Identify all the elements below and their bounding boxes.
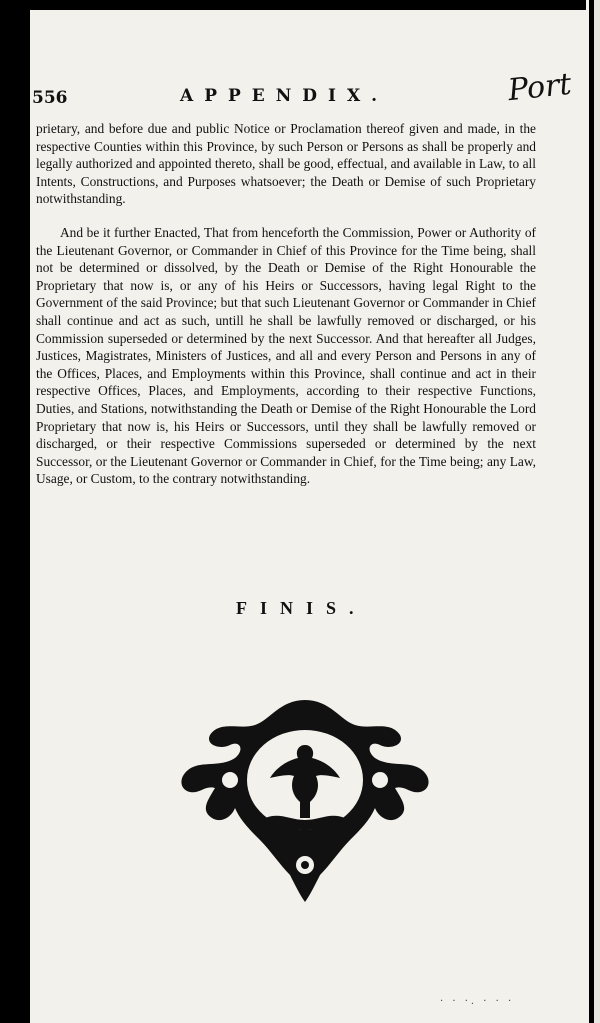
scan-specks: · · ·. · · ·: [440, 996, 515, 1007]
running-head: APPENDIX.: [180, 86, 389, 106]
page-header: [30, 66, 574, 112]
paragraph-enactment: And be it further Enacted, That from henceforth the Commission, Power or Authority of the Lieutenant Governor, or Commander in Chief of this Province for the Time being, shall not be determined or dissolved, by the Death or Demise of the Right Honourable the Proprietary that now is, or any of his Heirs or Successors, having legal Right to the Government of the said Province; but that such Lieutenant Governor or Commander in Chief shall continue and act as such, untill he shall be lawfully removed or discharged, or his Commission superseded or determined by the next Successor. And that hereafter all Judges, Justices, Magistrates, Ministers of Justices, and all and every Person and Persons in any of the Offices, Places, and Employments within this Province, shall continue and act in their respective Offices, Places, and Employments, according to their respective Functions, Duties, and Stations, notwithstanding the Death or Demise of the Right Honourable the Lord Proprietary that now is, his Heirs or Successors, until they shall be lawfully removed or discharged, or their respective Commissions superseded or determined by the next Successor, or the Lieutenant Governor or Commander in Chief, for the Time being; any Law, Usage, or Custom, to the contrary notwithstanding.: [36, 224, 536, 487]
page-number: 556: [32, 88, 68, 108]
body-text: [36, 120, 536, 504]
eagle-tailpiece-ornament-icon: [160, 690, 450, 910]
paragraph-continuation: prietary, and before due and public Notice or Proclamation thereof given and made, in the respective Counties within this Province, by such Person or Persons as shall be properly and legally authorized and appointed thereto, shall be good, effectual, and available in Law, to all Intents, Constructions, and Purposes whatsoever; the Death or Demise of such Proprietary notwithstanding.: [36, 121, 536, 207]
handwritten-annotation: Port: [506, 66, 574, 109]
finis-closing: FINIS.: [236, 598, 367, 618]
book-spine-shadow: [0, 0, 30, 1023]
facing-page-edge: [586, 0, 600, 1023]
